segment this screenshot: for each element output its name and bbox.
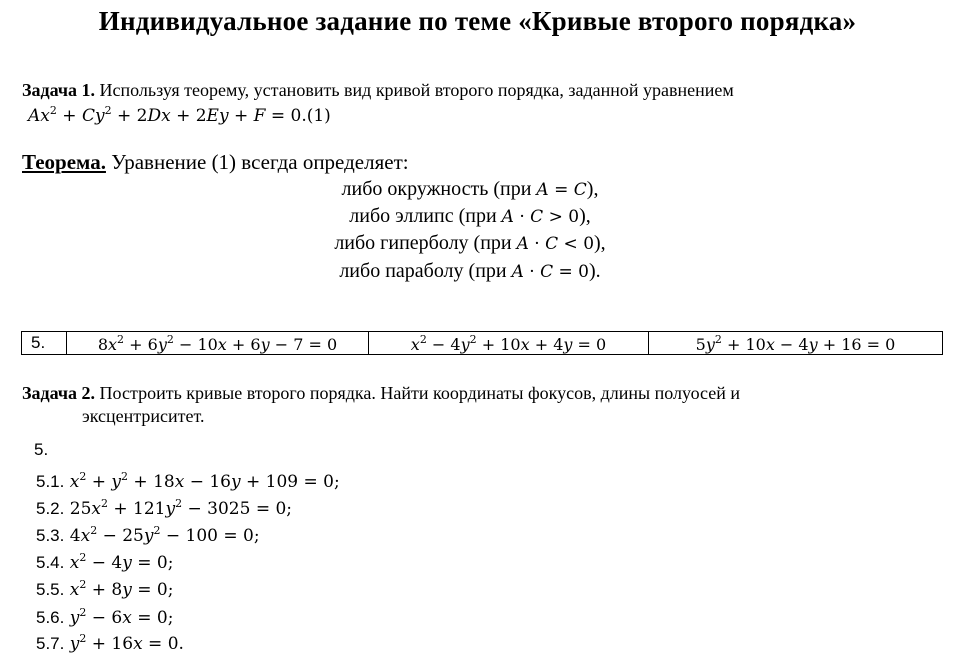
equation-number: .(1) (301, 106, 331, 126)
variant-number: 5. (22, 332, 67, 355)
theorem-label: Теорема. (22, 150, 106, 174)
task1-statement (22, 80, 734, 101)
list-item: 5.5. $x^2 + 8y = 0$; (36, 578, 174, 600)
task2-text-line2: эксцентриситет. (82, 406, 205, 426)
list-item: 5.6. $y^2 - 6x = 0$; (36, 606, 174, 628)
equation-cell-3: $5y^2 + 10x - 4y + 16 = 0$ (649, 332, 943, 355)
task2-statement (22, 383, 740, 404)
theorem-statement (22, 150, 409, 175)
table-row (22, 332, 943, 355)
theorem-text: Уравнение (1) всегда определяет: (105, 150, 409, 174)
theorem-line-circle: либо окружность (при A = C), (341, 178, 599, 200)
theorem-line-ellipse: либо эллипс (при A · C > 0), (349, 205, 591, 227)
task1-label: Задача 1. (22, 80, 96, 100)
page-title: Индивидуальное задание по теме «Кривые второго порядка» (98, 6, 857, 36)
task2-text: Построить кривые второго порядка. Найти координаты фокусов, длины полуосей и (95, 383, 740, 403)
list-item: 5.2. $25x^2 + 121y^2 - 3025 = 0$; (36, 497, 293, 519)
general-equation: $Ax^2 + Cy^2 + 2Dx + 2Ey + F = 0.(1)$ (28, 104, 331, 126)
equation-cell-1: $8x^2 + 6y^2 - 10x + 6y - 7 = 0$ (67, 332, 369, 355)
list-item: 5.3. $4x^2 - 25y^2 - 100 = 0$; (36, 524, 260, 546)
task2-label: Задача 2. (22, 383, 96, 403)
task1-text: Используя теорему, установить вид кривой второго порядка, заданной уравнением (95, 80, 734, 100)
theorem-line-hyperbola: либо гиперболу (при A · C < 0), (334, 232, 606, 254)
variant-table (21, 331, 943, 355)
theorem-line-parabola: либо параболу (при A · C = 0). (339, 260, 601, 282)
equation-cell-2: $x^2 - 4y^2 + 10x + 4y = 0$ (369, 332, 649, 355)
list-item: 5.4. $x^2 - 4y = 0$; (36, 551, 174, 573)
list-item: 5.1. $x^2 + y^2 + 18x - 16y + 109 = 0$; (36, 470, 340, 492)
task2-variant: 5. (34, 440, 49, 459)
list-item: 5.7. $y^2 + 16x = 0$. (36, 632, 184, 654)
